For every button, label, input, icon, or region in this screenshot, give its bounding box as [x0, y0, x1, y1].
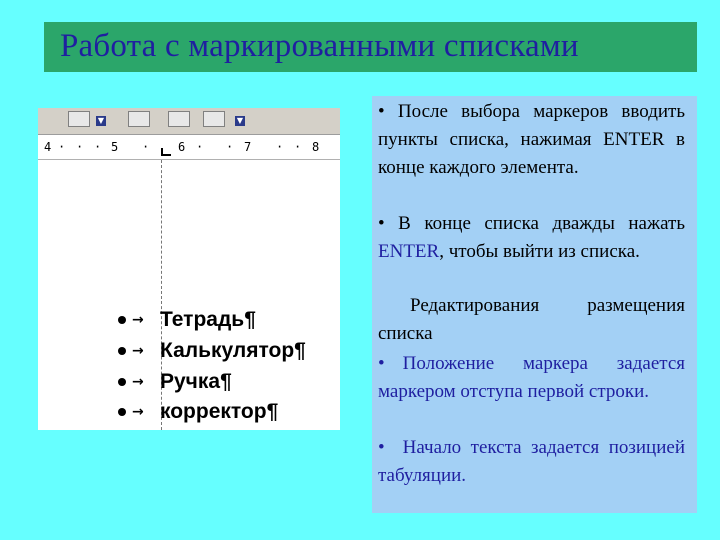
- toolbar-button[interactable]: [168, 111, 190, 127]
- tab-arrow-icon: →: [132, 343, 144, 360]
- word-screenshot: [38, 108, 340, 430]
- list-item[interactable]: → Ручка¶: [118, 370, 232, 394]
- tab-arrow-icon: →: [132, 312, 144, 329]
- ruler-label: 6: [178, 140, 186, 154]
- tab-arrow-icon: →: [132, 374, 144, 391]
- ruler[interactable]: 4 · · · 5 · 6 · · 7 · · 8: [38, 135, 340, 160]
- list-item[interactable]: → Калькулятор¶: [118, 339, 306, 363]
- bullet-icon: [118, 378, 126, 386]
- toolbar-button[interactable]: [128, 111, 150, 127]
- dropdown-arrow-icon[interactable]: ▼: [97, 116, 105, 125]
- bullet-icon: [118, 408, 126, 416]
- ruler-label: 7: [244, 140, 252, 154]
- tab-stop-marker[interactable]: [161, 148, 171, 156]
- slide-title: Работа с маркированными списками: [60, 28, 579, 64]
- ruler-label: 4: [44, 140, 52, 154]
- toolbar-button[interactable]: [68, 111, 90, 127]
- paragraph-4: • Положение маркера задается маркером отступа первой строки.: [378, 353, 685, 402]
- bullet-icon: [118, 347, 126, 355]
- tab-arrow-icon: →: [132, 404, 144, 421]
- list-item[interactable]: → корректор¶: [118, 400, 278, 424]
- bullet-icon: [118, 316, 126, 324]
- ruler-label: 8: [312, 140, 320, 154]
- paragraph-3: Редактирования размещения списка: [378, 295, 685, 344]
- paragraph-2: • В конце списка дважды нажать ENTER, чтобы выйти из списка.: [378, 213, 685, 262]
- toolbar-button[interactable]: [203, 111, 225, 127]
- paragraph-1: • После выбора маркеров вводить пункты списка, нажимая ENTER в конце каждого элемента.: [378, 101, 685, 178]
- ruler-label: 5: [111, 140, 119, 154]
- paragraph-5: • Начало текста задается позицией табуляции.: [378, 437, 685, 486]
- dropdown-arrow-icon[interactable]: ▼: [236, 116, 244, 125]
- list-item[interactable]: → Тетрадь¶: [118, 308, 256, 332]
- toolbar: [38, 108, 340, 135]
